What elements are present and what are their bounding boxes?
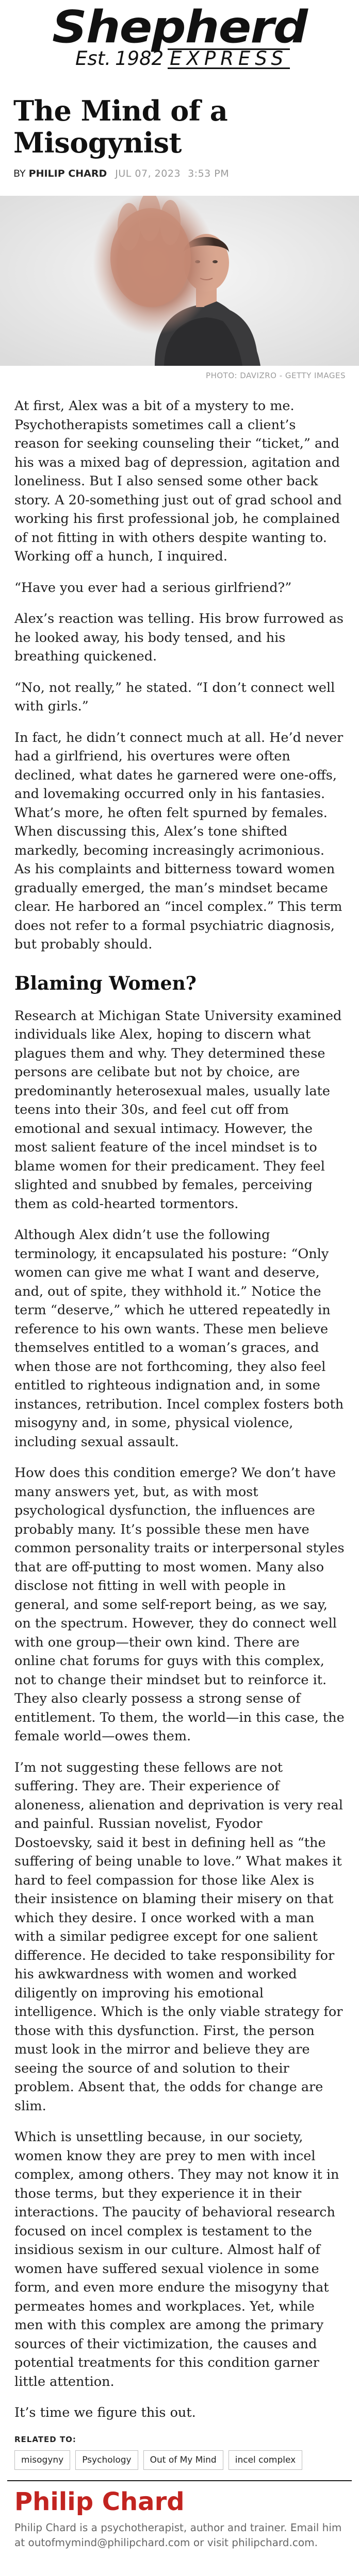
- tag-incel-complex[interactable]: incel complex: [229, 2450, 302, 2470]
- paragraph: “No, not really,” he stated. “I don’t connect well with girls.”: [14, 680, 335, 714]
- logo-year: 1982: [115, 47, 164, 70]
- tag-misogyny[interactable]: misogyny: [14, 2450, 70, 2470]
- tag-out-of-my-mind[interactable]: Out of My Mind: [143, 2450, 223, 2470]
- author-box-name[interactable]: Philip Chard: [14, 2487, 185, 2516]
- masthead[interactable]: [0, 0, 359, 83]
- byline-author[interactable]: PHILIP CHARD: [28, 168, 107, 179]
- paragraph: It’s time we figure this out.: [14, 2405, 196, 2420]
- paragraph: Although Alex didn’t use the following terminology, it encapsulated his posture: “Only women can give me what I want and deserve, and, out of spite, they withhold it.” Notice the term “deserve,” which he uttered repeatedly in reference to his own wants. These men believe themselves entitled to a woman’s graces, and when those are not forthcoming, they also feel entitled to righteous indignation and, in some instances, retribution. Incel complex fosters both misogyny and, in some, physical violence, including sexual assault.: [14, 1227, 344, 1450]
- hero-photo-man-blocking-camera: [0, 196, 359, 366]
- logo-est: Est.: [75, 47, 111, 70]
- paragraph: Alex’s reaction was telling. His brow furrowed as he looked away, his body tensed, and his breathing quickened.: [14, 611, 344, 664]
- paragraph: Which is unsettling because, in our society, women know they are prey to men with incel complex, among others. They may not know it in those terms, but they experience it in their interactions. The paucity of behavioral research focused on incel complex is testament to the insidious sexism in our culture. Almost half of women have suffered sexual violence in some form, and even more endure the misogyny that permeates homes and workplaces. Yet, while men with this complex are among the primary sources of their victimization, the causes and potential treatments for this condition garner little attention.: [14, 2129, 339, 2389]
- hero-image: [0, 196, 359, 366]
- author-box-bio: Philip Chard is a psychotherapist, author and trainer. Email him at outofmymind@philipchard.com or visit philipchard.com.: [14, 2521, 342, 2549]
- author-box: [7, 2480, 352, 2550]
- paragraph: In fact, he didn’t connect much at all. He’d never had a girlfriend, his overtures were often declined, what dates he garnered were one-offs, and lovemaking occurred only in his fantasies. What’s more, he often felt spurned by females. When discussing this, Alex’s tone shifted markedly, becoming increasingly acrimonious. As his complaints and bitterness toward women gradually emerged, the man’s mindset became clear. He harbored an “incel complex.” This term does not refer to a formal psychiatric diagnosis, but probably should.: [14, 730, 344, 952]
- section-heading: Blaming Women?: [14, 972, 197, 994]
- paragraph: “Have you ever had a serious girlfriend?”: [14, 580, 292, 596]
- paragraph: At first, Alex was a bit of a mystery to me. Psychotherapists sometimes call a client’s reason for seeking counseling their “ticket,” and his was a mixed bag of depression, agitation and loneliness. But I also sensed some other back story. A 20-something just out of grad school and working his first professional job, he complained of not fitting in with others despite wanting to. Working off a hunch, I inquired.: [14, 398, 342, 564]
- article-title: The Mind of a Misogynist: [13, 94, 228, 159]
- related-label: RELATED TO:: [14, 2434, 76, 2444]
- site-logo-name: Shepherd: [52, 2, 307, 54]
- image-credit: PHOTO: DAVIZRO - GETTY IMAGES: [206, 371, 346, 380]
- logo-express: EXPRESS: [168, 48, 290, 69]
- publish-time: 3:53 PM: [188, 168, 230, 179]
- related-tags: [14, 2450, 345, 2470]
- paragraph: I’m not suggesting these fellows are not suffering. They are. Their experience of aloneness, alienation and deprivation is very real and painful. Russian novelist, Fyodor Dostoevsky, said it best in defining hell as “the suffering of being unable to love.” What makes it hard to feel compassion for those like Alex is their insistence on blaming their misery on that which they desire. I once worked with a man with a similar pedigree except for one salient difference. He decided to take responsibility for his awkwardness with women and worked diligently on improving his emotional intelligence. Which is the only viable strategy for those with this dysfunction. First, the person must look in the mirror and believe they are seeing the source of and solution to their problem. Absent that, the odds for change are slim.: [14, 1759, 343, 2114]
- paragraph: How does this condition emerge? We don’t have many answers yet, but, as with most psychological dysfunction, the influences are probably many. It’s possible these men have common personality traits or interpersonal styles that are off-putting to most women. Many also disclose not fitting in well with people in general, and some self-report being, as we say, on the spectrum. However, they do connect well with one group—their own kind. There are online chat forums for guys with this complex, not to change their mindset but to reinforce it. They also clearly possess a strong sense of entitlement. To them, the world—in this case, the female world—owes them.: [14, 1465, 345, 1744]
- article-body: [14, 397, 345, 2422]
- paragraph: Research at Michigan State University examined individuals like Alex, hoping to discern what plagues them and why. They determined these persons are celibate but not by choice, are predominantly heterosexual males, usually late teens into their 30s, and feel cut off from emotional and sexual intimacy. However, the most salient feature of the incel mindset is to blame women for their predicament. They feel slighted and snubbed by females, perceiving them as cold-hearted tormentors.: [14, 1008, 342, 1212]
- byline-prefix: BY: [13, 168, 26, 179]
- tag-psychology[interactable]: Psychology: [75, 2450, 138, 2470]
- byline: [13, 168, 346, 183]
- publish-date: JUL 07, 2023: [115, 168, 181, 179]
